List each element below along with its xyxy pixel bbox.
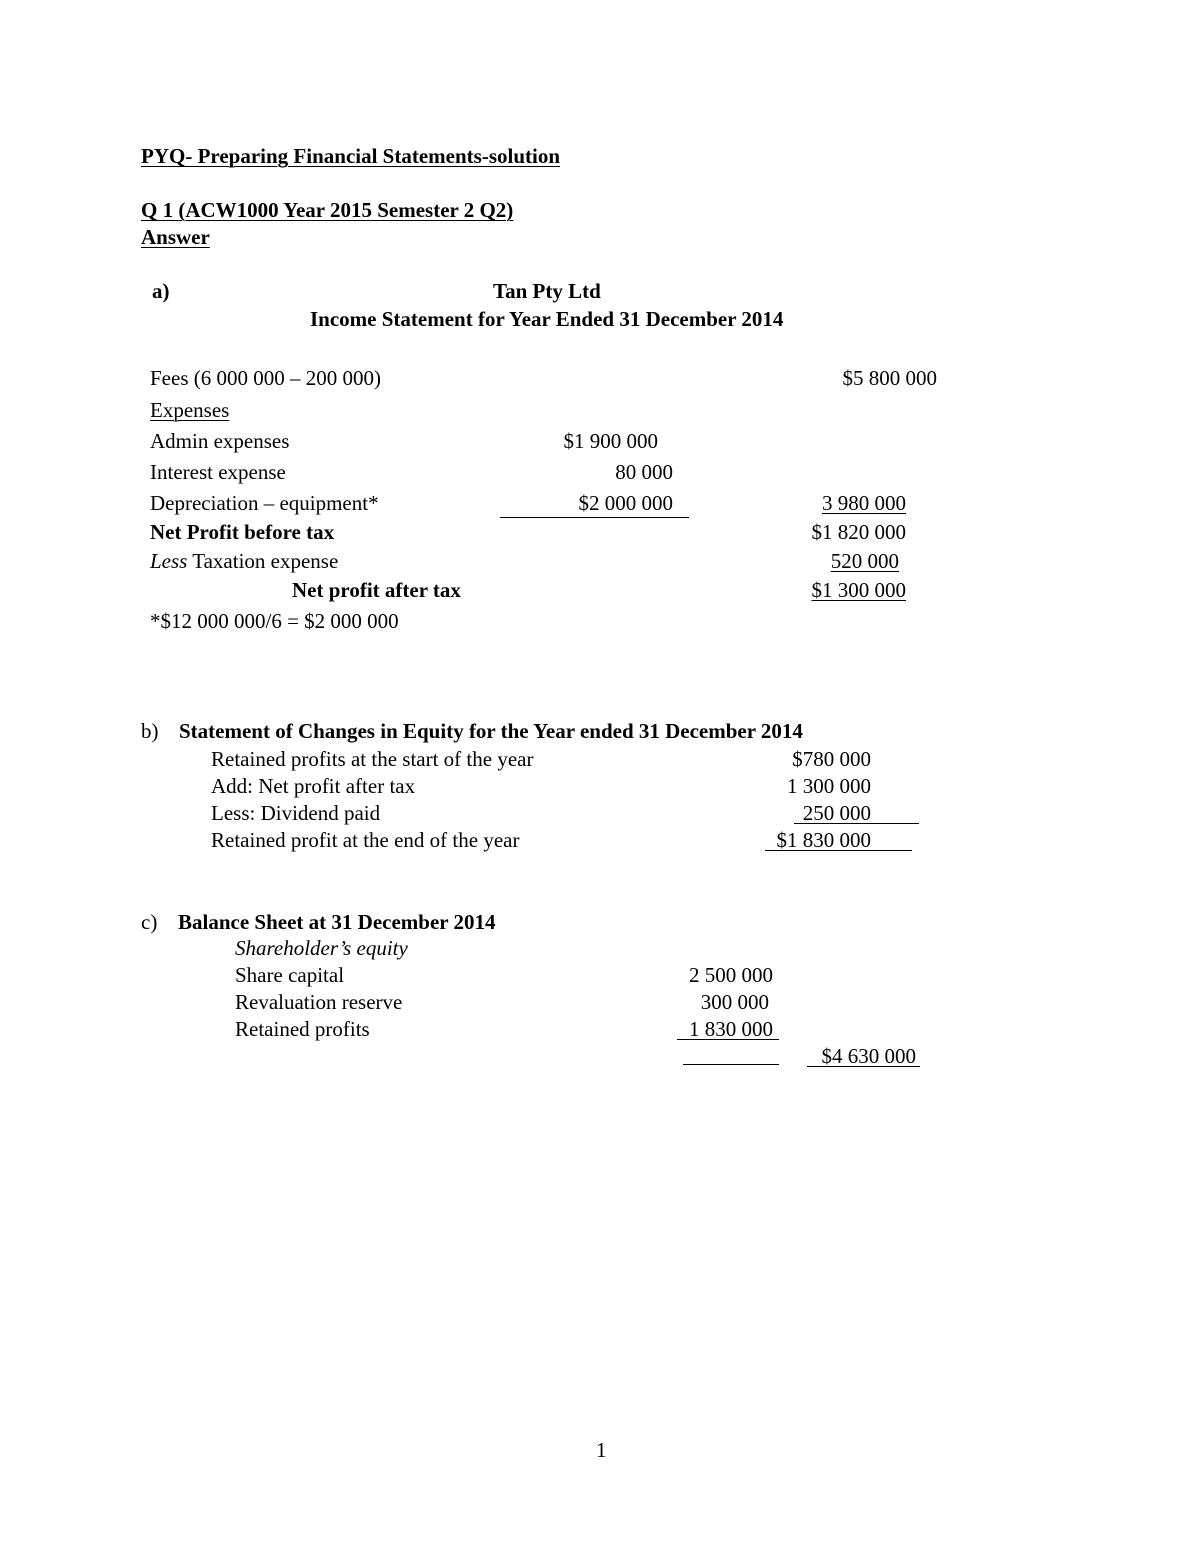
- net-profit-after-tax-amount: $1 300 000: [811, 578, 906, 602]
- equity-row-label: Less: Dividend paid: [211, 801, 381, 825]
- retained-profits-underline: [677, 1039, 779, 1040]
- less-word: Less: [150, 549, 188, 573]
- equity-row-amount: $780 000: [792, 747, 871, 771]
- question-heading: Q 1 (ACW1000 Year 2015 Semester 2 Q2): [141, 198, 514, 222]
- fees-total: $5 800 000: [842, 366, 937, 390]
- expenses-total: 3 980 000: [822, 491, 906, 515]
- balance-row-amount: 300 000: [700, 990, 769, 1014]
- net-profit-after-tax-label: Net profit after tax: [292, 578, 461, 602]
- total-equity-underline: [807, 1066, 920, 1067]
- equity-row-label: Add: Net profit after tax: [211, 774, 416, 798]
- admin-expenses-label: Admin expenses: [150, 429, 290, 453]
- balance-row-amount: 2 500 000: [689, 963, 773, 987]
- taxation-expense-amount: 520 000: [830, 549, 899, 573]
- balance-row-label: Share capital: [235, 963, 345, 987]
- equity-row-amount: 1 300 000: [787, 774, 871, 798]
- answer-label: Answer: [141, 225, 210, 249]
- page-number: 1: [596, 1438, 607, 1462]
- depreciation-label: Depreciation – equipment*: [150, 491, 379, 515]
- balance-row-amount: 1 830 000: [689, 1017, 773, 1041]
- taxation-expense-label: Taxation expense: [187, 549, 339, 573]
- equity-row-amount: 250 000: [802, 801, 871, 825]
- net-profit-before-tax-amount: $1 820 000: [811, 520, 906, 544]
- interest-expense-label: Interest expense: [150, 460, 286, 484]
- company-name: Tan Pty Ltd: [493, 279, 601, 303]
- shareholders-equity-heading: Shareholder’s equity: [235, 936, 408, 960]
- document-title: PYQ- Preparing Financial Statements-solution: [141, 144, 561, 168]
- admin-expenses-amount: $1 900 000: [563, 429, 658, 453]
- equity-row-amount: $1 830 000: [776, 828, 871, 852]
- dividend-underline: [794, 823, 919, 824]
- subtotal-rule: [683, 1064, 779, 1065]
- balance-row-label: Retained profits: [235, 1017, 370, 1041]
- interest-expense-amount: 80 000: [615, 460, 673, 484]
- taxation-expense-line: [150, 551, 338, 572]
- depreciation-amount: $2 000 000: [578, 491, 673, 515]
- part-a-marker: a): [152, 279, 170, 303]
- closing-retained-profit-underline: [765, 850, 912, 851]
- depreciation-footnote: *$12 000 000/6 = $2 000 000: [150, 609, 399, 633]
- expenses-heading: Expenses: [150, 398, 230, 422]
- expenses-subtotal-rule: [500, 517, 689, 518]
- equity-row-label: Retained profits at the start of the year: [211, 747, 534, 771]
- part-b-marker: b): [141, 719, 159, 743]
- income-statement-title: Income Statement for Year Ended 31 December 2014: [310, 307, 784, 331]
- equity-row-label: Retained profit at the end of the year: [211, 828, 520, 852]
- part-c-marker: c): [141, 910, 158, 934]
- balance-row-label: Revaluation reserve: [235, 990, 403, 1014]
- total-equity-amount: $4 630 000: [821, 1044, 916, 1068]
- changes-in-equity-title: Statement of Changes in Equity for the Year ended 31 December 2014: [179, 719, 803, 743]
- fees-label: Fees (6 000 000 – 200 000): [150, 366, 381, 390]
- net-profit-before-tax-label: Net Profit before tax: [150, 520, 335, 544]
- balance-sheet-title: Balance Sheet at 31 December 2014: [178, 910, 496, 934]
